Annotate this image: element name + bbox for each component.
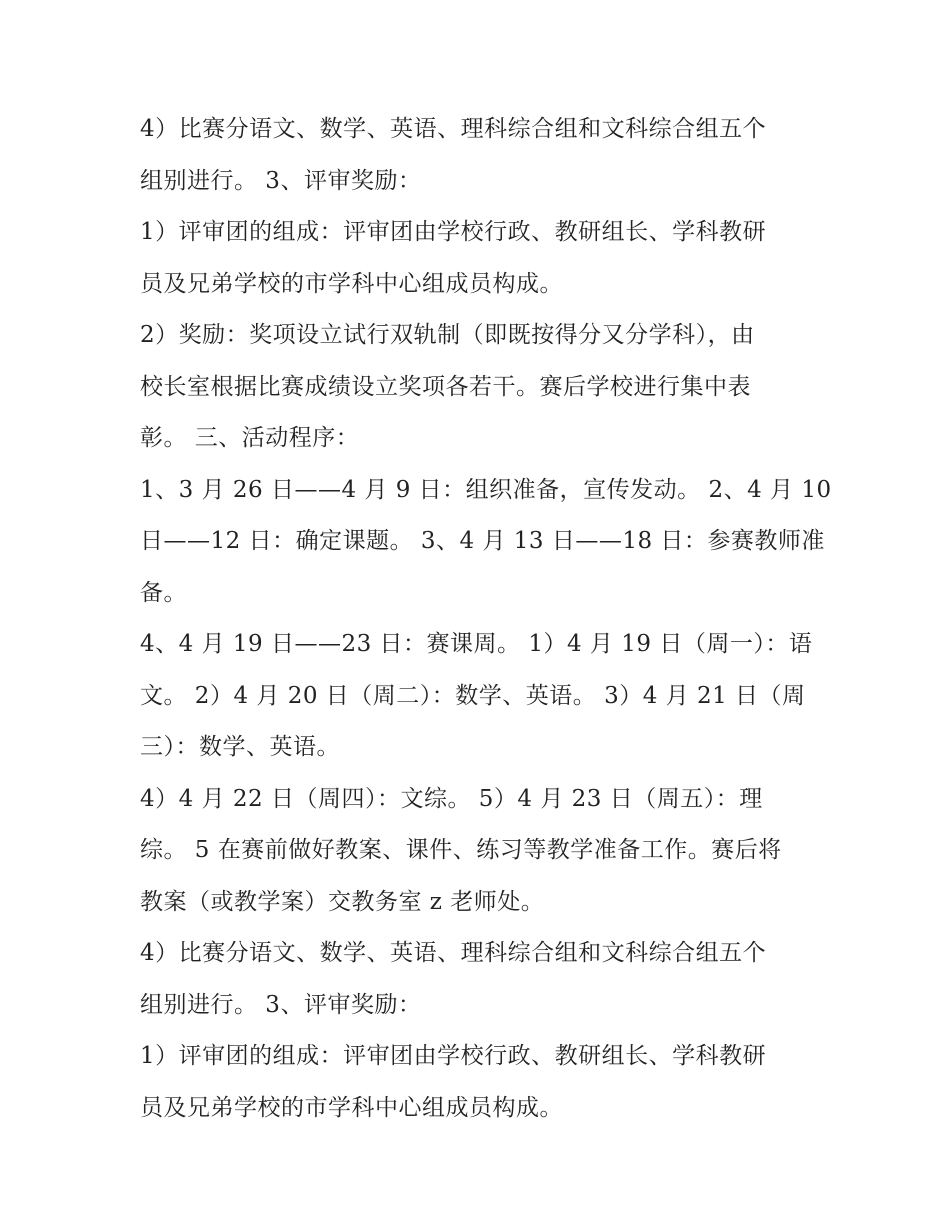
- text-line: 日——12 日：确定课题。 3、4 月 13 日——18 日：参赛教师准: [140, 528, 825, 554]
- text-line: 4、4 月 19 日——23 日：赛课周。 1）4 月 19 日（周一）：语: [140, 631, 813, 657]
- text-line: 员及兄弟学校的市学科中心组成员构成。: [140, 270, 563, 297]
- text-line: 4）比赛分语文、数学、英语、理科综合组和文科综合组五个: [140, 116, 767, 142]
- text-line: 4）4 月 22 日（周四）：文综。 5）4 月 23 日（周五）：理: [140, 785, 763, 812]
- text-line: 4）比赛分语文、数学、英语、理科综合组和文科综合组五个: [140, 940, 767, 966]
- text-line: 1、3 月 26 日——4 月 9 日：组织准备，宣传发动。 2、4 月 10: [140, 476, 832, 503]
- text-line: 员及兄弟学校的市学科中心组成员构成。: [140, 1094, 563, 1121]
- text-line: 组别进行。 3、评审奖励：: [140, 167, 422, 194]
- text-line: 彰。 三、活动程序：: [140, 425, 360, 451]
- document-body: [140, 104, 832, 1134]
- text-line: 2）奖励：奖项设立试行双轨制（即既按得分又分学科），由: [140, 322, 755, 348]
- text-line: 校长室根据比赛成绩设立奖项各若干。赛后学校进行集中表: [140, 373, 751, 400]
- text-line: 教案（或教学案）交教务室 z 老师处。: [140, 888, 545, 915]
- text-line: 三）：数学、英语。: [140, 734, 340, 760]
- text-line: 备。: [140, 579, 187, 606]
- text-line: 综。 5 在赛前做好教案、课件、练习等教学准备工作。赛后将: [140, 837, 782, 863]
- text-line: 1）评审团的组成：评审团由学校行政、教研组长、学科教研: [140, 1043, 767, 1069]
- text-line: 组别进行。 3、评审奖励：: [140, 991, 422, 1018]
- text-line: 1）评审团的组成：评审团由学校行政、教研组长、学科教研: [140, 219, 767, 245]
- text-line: 文。 2）4 月 20 日（周二）：数学、英语。 3）4 月 21 日（周: [140, 682, 806, 709]
